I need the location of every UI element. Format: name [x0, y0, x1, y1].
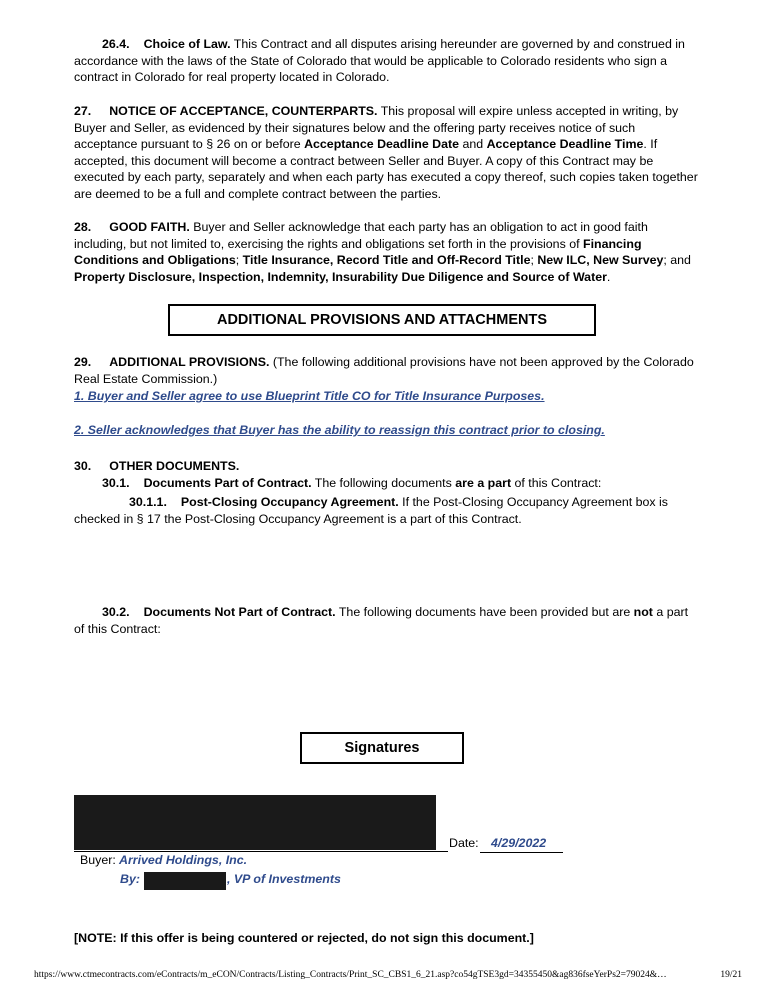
buyer-label: Buyer:: [80, 853, 116, 867]
section-29: 29. ADDITIONAL PROVISIONS. (The following additional provisions have not been approved by the Colorado Real Estate Commission.): [74, 355, 694, 386]
additional-provision-1: 1. Buyer and Seller agree to use Blueprint Title CO for Title Insurance Purposes.: [74, 389, 545, 403]
date-label: Date:: [449, 836, 479, 850]
section-28: 28. GOOD FAITH. Buyer and Seller acknowledge that each party has an obligation to act in good faith including, but not limited to, exercising the rights and obligations set forth in the provisions of Financing Conditions and Obligations; Title Insurance, Record Title and Off-Record Title; New ILC, New Survey; and Property Disclosure, Inspection, Indemnity, Insurability Due Diligence and Source of Water.: [74, 220, 691, 284]
section-26-4: 26.4. Choice of Law. This Contract and all disputes arising hereunder are governed by and construed in accordance with the laws of the State of Colorado that would be applicable to Colorado residents who sign a contract in Colorado for real property located in Colorado.: [74, 37, 685, 85]
counter-note: [NOTE: If this offer is being countered or rejected, do not sign this document.]: [74, 931, 534, 945]
additional-provisions-heading: ADDITIONAL PROVISIONS AND ATTACHMENTS: [168, 304, 596, 336]
signer-title: , VP of Investments: [227, 872, 341, 886]
signature-line: [74, 851, 448, 852]
section-30: 30. OTHER DOCUMENTS.: [74, 459, 240, 473]
section-30-2: 30.2. Documents Not Part of Contract. The following documents have been provided but are not a part of this Contract:: [74, 605, 689, 636]
page-number: 19/21: [720, 970, 742, 980]
redacted-signer-name: [144, 872, 226, 890]
section-30-1-1: 30.1.1. Post-Closing Occupancy Agreement. If the Post-Closing Occupancy Agreement box is checked in § 17 the Post-Closing Occupancy Agreement is a part of this Contract.: [74, 495, 669, 526]
signatures-heading: Signatures: [300, 732, 464, 764]
by-label: By:: [120, 872, 140, 886]
date-line: [480, 852, 563, 853]
additional-provision-2: 2. Seller acknowledges that Buyer has the ability to reassign this contract prior to closing.: [74, 423, 605, 437]
section-30-1: 30.1. Documents Part of Contract. The following documents are a part of this Contract:: [102, 476, 602, 490]
buyer-name: Arrived Holdings, Inc.: [119, 853, 248, 867]
redacted-signature: [74, 795, 436, 850]
date-value: 4/29/2022: [491, 836, 547, 850]
section-27: 27. NOTICE OF ACCEPTANCE, COUNTERPARTS. This proposal will expire unless accepted in writing, by Buyer and Seller, as evidenced by their signatures below and the offering party receives notice of such acceptance pursuant to § 26 on or before Acceptance Deadline Date and Acceptance Deadline Time. If accepted, this document will become a contract between Seller and Buyer. A copy of this Contract may be executed by each party, separately and when each party has executed a copy thereof, such copies taken together are deemed to be a full and complete contract between the parties.: [74, 104, 698, 201]
footer-url: https://www.ctmecontracts.com/eContracts/m_eCON/Contracts/Listing_Contracts/Print_SC_CBS1_6_21.asp?co54gTSE3gd=34355450&ag836fseYerPs2=79024&…: [34, 970, 667, 980]
